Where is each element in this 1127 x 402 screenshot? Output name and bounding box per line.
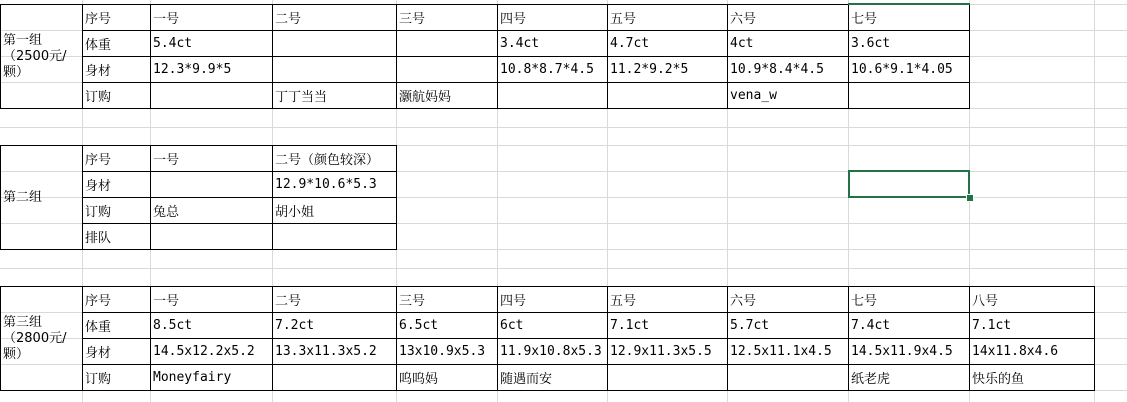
cell[interactable]: 14x11.8x4.6 — [970, 339, 1095, 365]
cell[interactable]: 7.1ct — [970, 313, 1095, 339]
cell[interactable] — [273, 31, 397, 57]
cell[interactable]: 14.5x11.9x4.5 — [849, 339, 970, 365]
cell[interactable]: 四号 — [498, 287, 608, 313]
cell[interactable]: 快乐的鱼 — [970, 365, 1095, 391]
row-header[interactable]: 身材 — [83, 339, 151, 365]
cell[interactable]: 13.3x11.3x5.2 — [273, 339, 397, 365]
row-header[interactable]: 序号 — [83, 5, 151, 31]
cell[interactable] — [608, 365, 728, 391]
cell[interactable]: 10.9*8.4*4.5 — [728, 57, 849, 83]
cell[interactable] — [849, 83, 970, 109]
cell[interactable]: 3.6ct — [849, 31, 970, 57]
cell[interactable]: 七号 — [849, 5, 970, 31]
cell[interactable]: 4ct — [728, 31, 849, 57]
row-header[interactable]: 体重 — [83, 313, 151, 339]
cell[interactable] — [498, 83, 608, 109]
cell[interactable]: 六号 — [728, 5, 849, 31]
cell[interactable]: 六号 — [728, 287, 849, 313]
row-header[interactable]: 体重 — [83, 31, 151, 57]
cell[interactable]: 3.4ct — [498, 31, 608, 57]
cell[interactable]: 7.2ct — [273, 313, 397, 339]
group1-label[interactable]: 第一组（2500元/颗） — [1, 5, 83, 109]
cell[interactable]: 二号 — [273, 287, 397, 313]
row-header[interactable]: 订购 — [83, 198, 151, 224]
cell[interactable]: 三号 — [397, 5, 498, 31]
cell[interactable] — [273, 365, 397, 391]
cell[interactable]: Moneyfairy — [151, 365, 273, 391]
cell[interactable] — [728, 365, 849, 391]
cell[interactable]: 10.8*8.7*4.5 — [498, 57, 608, 83]
cell[interactable]: 七号 — [849, 287, 970, 313]
cell[interactable]: 6.5ct — [397, 313, 498, 339]
row-header[interactable]: 排队 — [83, 224, 151, 250]
cell[interactable]: 4.7ct — [608, 31, 728, 57]
row-header[interactable]: 身材 — [83, 57, 151, 83]
cell[interactable]: 5.4ct — [151, 31, 273, 57]
cell[interactable] — [151, 224, 273, 250]
cell[interactable] — [151, 83, 273, 109]
cell[interactable]: 11.9x10.8x5.3 — [498, 339, 608, 365]
cell[interactable]: 三号 — [397, 287, 498, 313]
active-cell-selection[interactable] — [848, 170, 970, 198]
cell[interactable]: 四号 — [498, 5, 608, 31]
cell[interactable]: 12.5x11.1x4.5 — [728, 339, 849, 365]
cell[interactable]: 兔总 — [151, 198, 273, 224]
cell[interactable]: 一号 — [151, 5, 273, 31]
row-header[interactable]: 序号 — [83, 146, 151, 172]
group3-label[interactable]: 第三组（2800元/颗） — [1, 287, 83, 391]
cell[interactable]: 五号 — [608, 287, 728, 313]
group2-label[interactable]: 第二组 — [1, 146, 83, 250]
row-header[interactable]: 序号 — [83, 287, 151, 313]
cell[interactable]: 灏航妈妈 — [397, 83, 498, 109]
group2-table — [0, 145, 397, 250]
cell[interactable]: 一号 — [151, 146, 273, 172]
cell[interactable] — [608, 83, 728, 109]
cell[interactable]: 12.9*10.6*5.3 — [273, 172, 397, 198]
cell[interactable]: 胡小姐 — [273, 198, 397, 224]
cell[interactable]: 7.1ct — [608, 313, 728, 339]
cell[interactable]: 丁丁当当 — [273, 83, 397, 109]
cell[interactable]: 12.9x11.3x5.5 — [608, 339, 728, 365]
cell[interactable] — [397, 31, 498, 57]
cell[interactable]: 7.4ct — [849, 313, 970, 339]
cell[interactable] — [273, 224, 397, 250]
row-header[interactable]: 订购 — [83, 365, 151, 391]
cell[interactable]: vena_w — [728, 83, 849, 109]
cell[interactable]: 呜呜妈 — [397, 365, 498, 391]
cell[interactable]: 6ct — [498, 313, 608, 339]
cell[interactable]: 12.3*9.9*5 — [151, 57, 273, 83]
cell[interactable]: 11.2*9.2*5 — [608, 57, 728, 83]
cell[interactable]: 五号 — [608, 5, 728, 31]
cell[interactable]: 二号 — [273, 5, 397, 31]
cell[interactable]: 随遇而安 — [498, 365, 608, 391]
cell[interactable] — [273, 57, 397, 83]
row-header[interactable]: 身材 — [83, 172, 151, 198]
group1-table — [0, 4, 970, 109]
row-header[interactable]: 订购 — [83, 83, 151, 109]
cell[interactable] — [397, 57, 498, 83]
cell[interactable]: 10.6*9.1*4.05 — [849, 57, 970, 83]
cell[interactable]: 14.5x12.2x5.2 — [151, 339, 273, 365]
cell[interactable]: 13x10.9x5.3 — [397, 339, 498, 365]
cell[interactable]: 纸老虎 — [849, 365, 970, 391]
cell[interactable]: 一号 — [151, 287, 273, 313]
selected-cell-outline — [848, 3, 970, 5]
group3-table — [0, 286, 1095, 391]
cell[interactable]: 8.5ct — [151, 313, 273, 339]
cell[interactable]: 二号（颜色较深） — [273, 146, 397, 172]
cell[interactable]: 八号 — [970, 287, 1095, 313]
fill-handle[interactable] — [966, 194, 974, 202]
cell[interactable] — [151, 172, 273, 198]
cell[interactable]: 5.7ct — [728, 313, 849, 339]
